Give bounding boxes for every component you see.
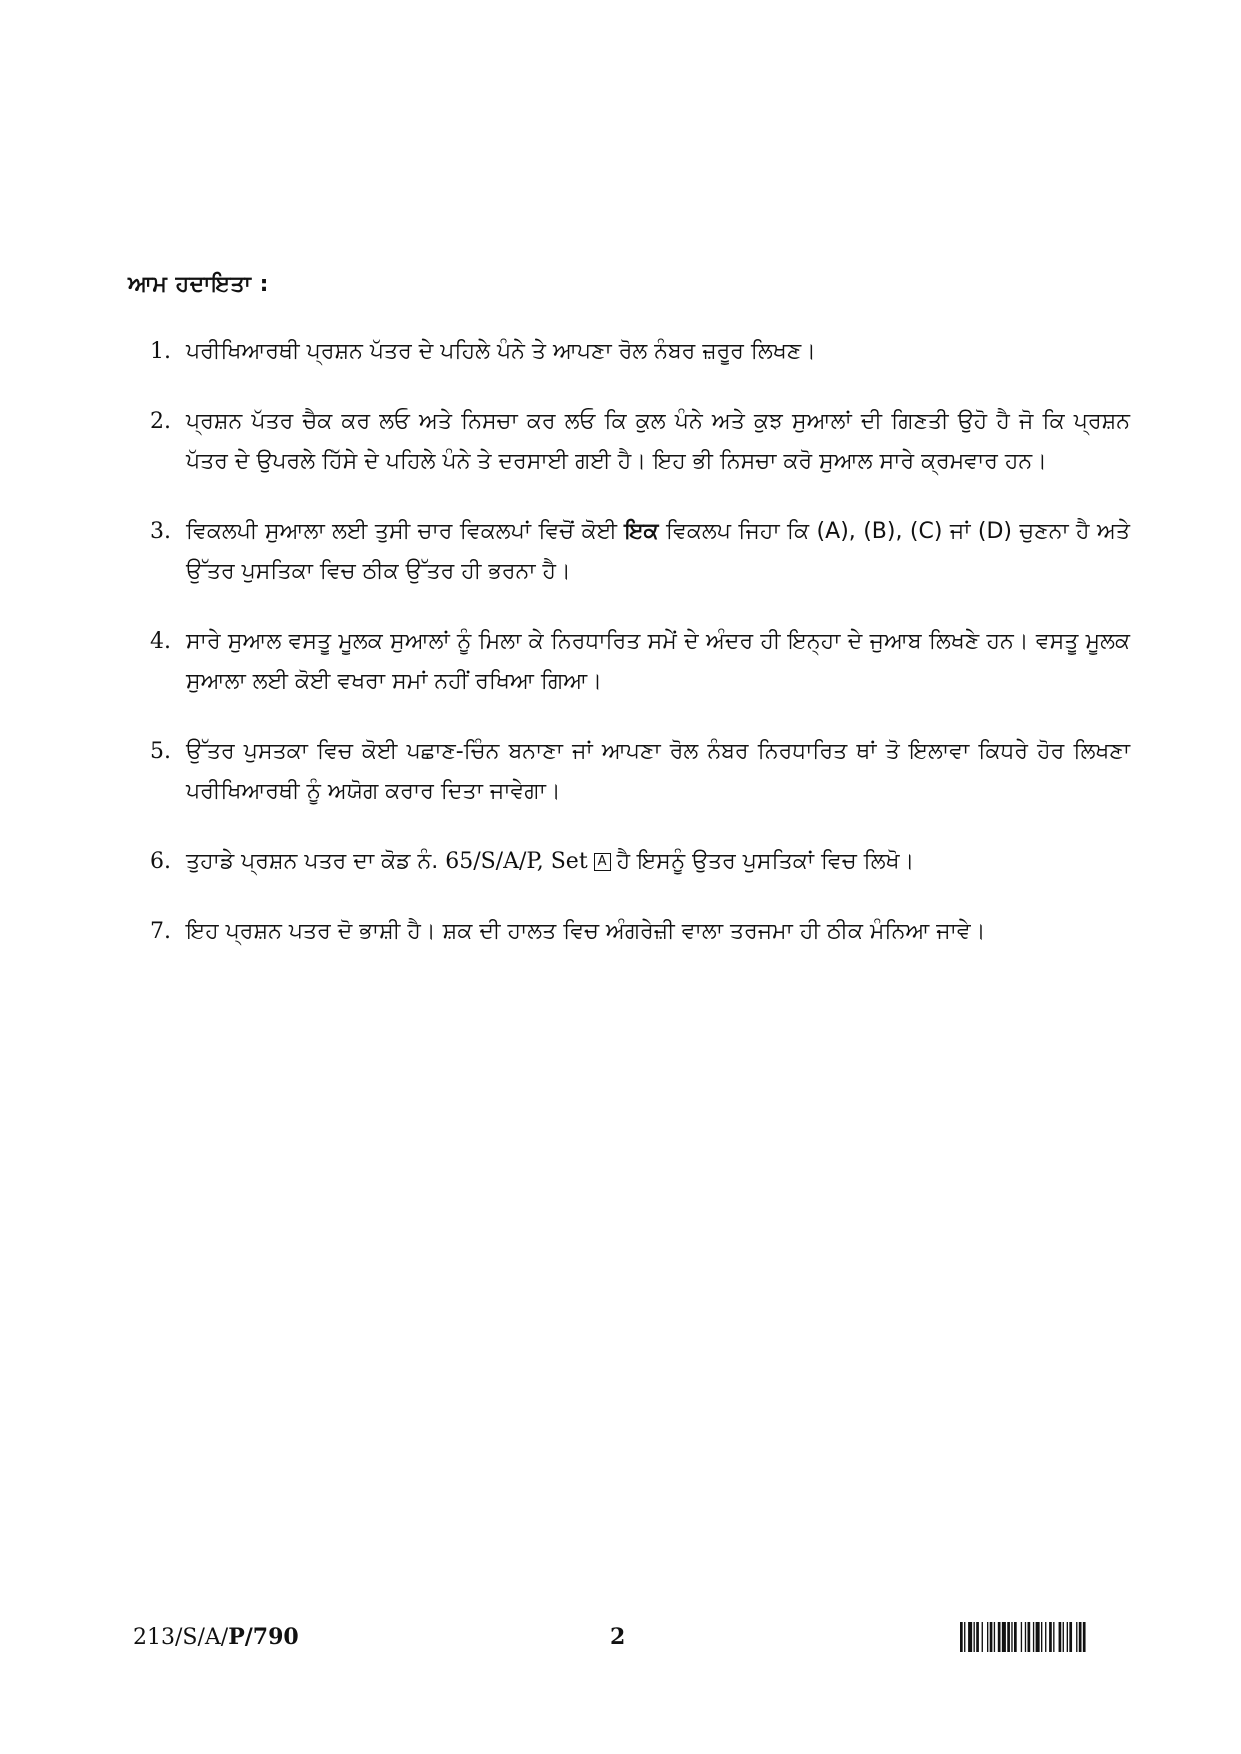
barcode-bar: [1083, 1622, 1086, 1652]
barcode-bar: [1076, 1622, 1077, 1652]
instruction-text: [186, 842, 1130, 882]
instruction-text: [186, 512, 1130, 592]
instruction-number: 4.: [150, 629, 171, 654]
barcode-bar: [1049, 1622, 1052, 1652]
barcode-bar: [987, 1622, 988, 1652]
barcode-bar: [1025, 1622, 1026, 1652]
instruction-item-6: [150, 842, 1130, 882]
barcode-bar: [960, 1622, 963, 1652]
barcode-bar: [982, 1622, 983, 1652]
barcode-bar: [976, 1622, 979, 1652]
barcode-bar: [1067, 1622, 1068, 1652]
barcode-bar: [1079, 1622, 1082, 1652]
instructions-list: [150, 332, 1130, 982]
instruction-text: ਸਾਰੇ ਸੁਆਲ ਵਸਤੂ ਮੂਲਕ ਸੁਆਲਾਂ ਨੂੰ ਮਿਲਾ ਕੇ ਨਿਰਧਾਰਿਤ ਸਮੇਂ ਦੇ ਅੰਦਰ ਹੀ ਇਨ੍ਹਾ ਦੇ ਜੁਆਬ ਲਿਖਣੇ ਹਨ। ਵਸਤੂ ਮੂਲਕ ਸੁਆਲਾ ਲਈ ਕੋਈ ਵਖਰਾ ਸਮਾਂ ਨਹੀਂ ਰਖਿਆ ਗਿਆ।: [186, 629, 1130, 694]
barcode-bar: [1059, 1622, 1062, 1652]
instruction-text-part: ਵਿਕਲਪੀ ਸੁਆਲਾ ਲਈ ਤੁਸੀ ਚਾਰ ਵਿਕਲਪਾਂ ਵਿਚੋਂ ਕੋਈ: [186, 519, 617, 544]
barcode-bar: [1041, 1622, 1042, 1652]
barcode-bar: [994, 1622, 995, 1652]
barcode-bar: [1028, 1622, 1031, 1652]
barcode-bar: [1002, 1622, 1006, 1652]
instruction-item-4: [150, 622, 1130, 702]
instructions-heading: ਆਮ ਹਦਾਇਤਾ :: [128, 272, 269, 297]
instruction-item-1: [150, 332, 1130, 372]
barcode-bar: [1021, 1622, 1022, 1652]
instruction-text: ਪ੍ਰਸ਼ਨ ਪੱਤਰ ਚੈਕ ਕਰ ਲਓ ਅਤੇ ਨਿਸਚਾ ਕਰ ਲਓ ਕਿ ਕੁਲ ਪੰਨੇ ਅਤੇ ਕੁਝ ਸੁਆਲਾਂ ਦੀ ਗਿਣਤੀ ਉਹੋ ਹੈ ਜੋ ਕਿ ਪ੍ਰਸ਼ਨ ਪੱਤਰ ਦੇ ਉਪਰਲੇ ਹਿੱਸੇ ਦੇ ਪਹਿਲੇ ਪੰਨੇ ਤੇ ਦਰਸਾਈ ਗਈ ਹੈ। ਇਹ ਭੀ ਨਿਸਚਾ ਕਰੋ ਸੁਆਲ ਸਾਰੇ ਕ੍ਰਮਵਾਰ ਹਨ।: [186, 409, 1130, 474]
instruction-number: 1.: [150, 339, 171, 364]
page-number: 2: [610, 1624, 626, 1650]
barcode-bar: [998, 1622, 1001, 1652]
barcode-bar: [1011, 1622, 1012, 1652]
instruction-item-7: [150, 912, 1130, 952]
barcode-bar: [1036, 1622, 1040, 1652]
barcode-bar: [1069, 1622, 1072, 1652]
instruction-text-part: ਵਿਕਲਪ ਜਿਹਾ ਕਿ (A), (B), (C) ਜਾਂ (D) ਚੁਣਨਾ ਹੈ ਅਤੇ ਉੱਤਰ ਪੁਸਤਿਕਾ ਵਿਚ ਠੀਕ ਉੱਤਰ ਹੀ ਭਰਨਾ ਹੈ।: [186, 519, 1130, 584]
footer-code-prefix: 213/S/A/: [133, 1625, 229, 1650]
barcode-bar: [1053, 1622, 1054, 1652]
instruction-number: 2.: [150, 409, 171, 434]
instruction-item-5: [150, 732, 1130, 812]
footer-code-bold: P/790: [228, 1624, 299, 1650]
footer-paper-code: [133, 1624, 299, 1650]
instruction-text: ਪਰੀਖਿਆਰਥੀ ਪ੍ਰਸ਼ਨ ਪੱਤਰ ਦੇ ਪਹਿਲੇ ਪੰਨੇ ਤੇ ਆਪਣਾ ਰੋਲ ਨੰਬਰ ਜ਼ਰੂਰ ਲਿਖਣ।: [186, 339, 816, 364]
barcode-bar: [990, 1622, 993, 1652]
set-letter-box: A: [594, 853, 611, 871]
instruction-number: 6.: [150, 849, 171, 874]
instruction-text: ਉੱਤਰ ਪੁਸਤਕਾ ਵਿਚ ਕੋਈ ਪਛਾਣ-ਚਿੰਨ ਬਨਾਣਾ ਜਾਂ ਆਪਣਾ ਰੋਲ ਨੰਬਰ ਨਿਰਧਾਰਿਤ ਥਾਂ ਤੋ ਇਲਾਵਾ ਕਿਧਰੇ ਹੋਰ ਲਿਖਣਾ ਪਰੀਖਿਆਰਥੀ ਨੂੰ ਅਯੋਗ ਕਰਾਰ ਦਿਤਾ ਜਾਵੇਗਾ।: [186, 739, 1130, 804]
barcode-bar: [1007, 1622, 1010, 1652]
instruction-bold-word: ਇਕ: [624, 519, 659, 544]
barcode-bar: [1045, 1622, 1046, 1652]
barcode-bar: [974, 1622, 975, 1652]
instruction-text-part: ਤੁਹਾਡੇ ਪ੍ਰਸ਼ਨ ਪਤਰ ਦਾ ਕੋਡ ਨੰ.: [186, 849, 439, 874]
instruction-number: 3.: [150, 519, 171, 544]
instruction-text: ਇਹ ਪ੍ਰਸ਼ਨ ਪਤਰ ਦੋ ਭਾਸ਼ੀ ਹੈ। ਸ਼ਕ ਦੀ ਹਾਲਤ ਵਿਚ ਅੰਗਰੇਜ਼ੀ ਵਾਲਾ ਤਰਜਮਾ ਹੀ ਠੀਕ ਮੰਨਿਆ ਜਾਵੇ।: [186, 919, 986, 944]
paper-code: 65/S/A/P, Set: [445, 849, 588, 874]
barcode-bar: [968, 1622, 972, 1652]
instruction-number: 5.: [150, 739, 171, 764]
instruction-number: 7.: [150, 919, 171, 944]
instruction-item-3: [150, 512, 1130, 592]
barcode-bar: [964, 1622, 965, 1652]
instruction-item-2: [150, 402, 1130, 482]
barcode-bar: [1063, 1622, 1064, 1652]
barcode-bar: [1014, 1622, 1017, 1652]
barcode-icon: [960, 1622, 1128, 1652]
barcode-bar: [1033, 1622, 1034, 1652]
instruction-text-part: ਹੈ ਇਸਨੂੰ ਉਤਰ ਪੁਸਤਿਕਾਂ ਵਿਚ ਲਿਖੋ।: [616, 849, 915, 874]
